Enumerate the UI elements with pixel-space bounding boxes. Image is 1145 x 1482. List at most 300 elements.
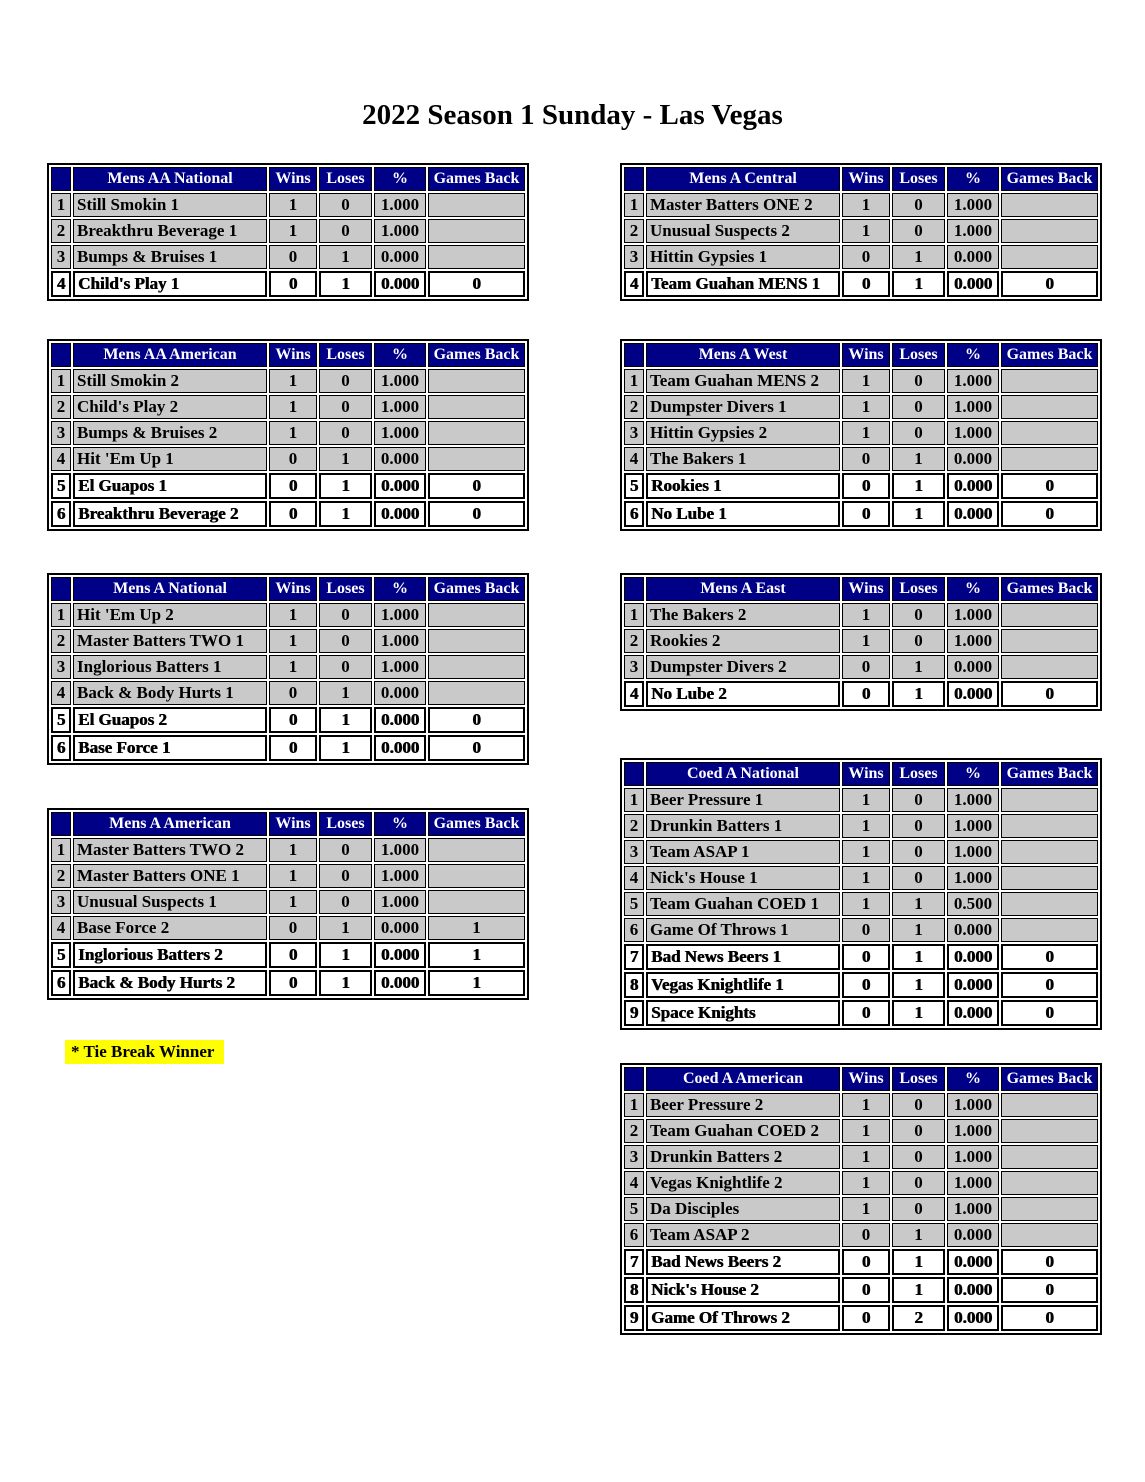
pct-cell: 0.000 <box>374 473 426 499</box>
rank-cell: 3 <box>51 245 71 269</box>
rank-cell: 2 <box>624 814 644 838</box>
games-back-cell <box>428 629 525 653</box>
pct-cell: 1.000 <box>947 866 999 890</box>
division-name-header: Coed A American <box>646 1067 840 1091</box>
rank-cell: 3 <box>624 840 644 864</box>
wins-cell: 0 <box>269 916 317 940</box>
team-row <box>51 629 525 653</box>
wins-cell: 1 <box>842 629 890 653</box>
pct-cell: 0.000 <box>947 245 999 269</box>
pct-cell: 0.000 <box>947 681 999 707</box>
loses-cell: 0 <box>892 1145 945 1169</box>
loses-cell: 1 <box>892 501 945 527</box>
games-back-cell <box>1001 245 1098 269</box>
rank-header-cell <box>51 167 71 191</box>
team-row <box>624 1171 1098 1195</box>
column-header-pct: % <box>947 343 999 367</box>
rank-cell: 1 <box>51 603 71 627</box>
loses-cell: 1 <box>892 681 945 707</box>
loses-cell: 0 <box>319 421 372 445</box>
games-back-cell <box>428 193 525 217</box>
team-name-cell: Still Smokin 2 <box>73 369 267 393</box>
games-back-cell: 0 <box>428 735 525 761</box>
table-header-row <box>624 343 1098 367</box>
table-mens-aa-national <box>47 163 529 301</box>
table-header-row <box>624 577 1098 601</box>
games-back-cell: 0 <box>1001 473 1098 499</box>
column-header-games-back: Games Back <box>428 812 525 836</box>
wins-cell: 0 <box>842 1305 890 1331</box>
page-title: 2022 Season 1 Sunday - Las Vegas <box>362 99 783 131</box>
wins-cell: 1 <box>269 655 317 679</box>
division-name-header: Mens A Central <box>646 167 840 191</box>
team-name-cell: Team ASAP 1 <box>646 840 840 864</box>
wins-cell: 1 <box>842 814 890 838</box>
column-header-pct: % <box>947 577 999 601</box>
loses-cell: 0 <box>319 603 372 627</box>
rank-header-cell <box>624 343 644 367</box>
team-name-cell: Space Knights <box>646 1000 840 1026</box>
pct-cell: 0.000 <box>947 1000 999 1026</box>
games-back-cell <box>428 421 525 445</box>
loses-cell: 0 <box>892 603 945 627</box>
team-row <box>624 1119 1098 1143</box>
wins-cell: 0 <box>269 245 317 269</box>
team-name-cell: Team Guahan MENS 1 <box>646 271 840 297</box>
team-row-emphasis <box>624 681 1098 707</box>
loses-cell: 1 <box>892 1249 945 1275</box>
loses-cell: 0 <box>892 1093 945 1117</box>
team-name-cell: Nick's House 1 <box>646 866 840 890</box>
team-name-cell: Vegas Knightlife 2 <box>646 1171 840 1195</box>
team-name-cell: Rookies 1 <box>646 473 840 499</box>
standings-table <box>47 573 529 765</box>
games-back-cell <box>1001 866 1098 890</box>
team-row <box>624 1197 1098 1221</box>
division-name-header: Mens A West <box>646 343 840 367</box>
team-name-cell: Child's Play 2 <box>73 395 267 419</box>
team-row <box>51 447 525 471</box>
table-mens-a-american <box>47 808 529 1000</box>
team-name-cell: Beer Pressure 1 <box>646 788 840 812</box>
rank-cell: 6 <box>51 501 71 527</box>
table-header-row <box>624 762 1098 786</box>
table-header-row <box>624 1067 1098 1091</box>
team-name-cell: No Lube 1 <box>646 501 840 527</box>
team-name-cell: Child's Play 1 <box>73 271 267 297</box>
pct-cell: 0.000 <box>947 1223 999 1247</box>
table-mens-a-central <box>620 163 1102 301</box>
standings-table <box>620 758 1102 1030</box>
rank-cell: 6 <box>51 970 71 996</box>
loses-cell: 1 <box>319 501 372 527</box>
wins-cell: 1 <box>842 421 890 445</box>
rank-header-cell <box>624 577 644 601</box>
rank-cell: 6 <box>624 501 644 527</box>
team-row <box>51 395 525 419</box>
wins-cell: 0 <box>842 1249 890 1275</box>
pct-cell: 1.000 <box>374 655 426 679</box>
division-name-header: Mens AA American <box>73 343 267 367</box>
standings-table <box>47 339 529 531</box>
games-back-cell <box>1001 918 1098 942</box>
team-row <box>624 447 1098 471</box>
games-back-cell <box>1001 1197 1098 1221</box>
pct-cell: 1.000 <box>947 814 999 838</box>
team-row <box>624 395 1098 419</box>
rank-cell: 5 <box>51 707 71 733</box>
rank-header-cell <box>51 812 71 836</box>
rank-cell: 4 <box>624 866 644 890</box>
games-back-cell <box>1001 892 1098 916</box>
division-name-header: Mens AA National <box>73 167 267 191</box>
loses-cell: 1 <box>892 447 945 471</box>
games-back-cell <box>428 864 525 888</box>
wins-cell: 1 <box>842 395 890 419</box>
pct-cell: 1.000 <box>947 1145 999 1169</box>
team-row <box>624 655 1098 679</box>
loses-cell: 0 <box>892 788 945 812</box>
wins-cell: 1 <box>842 1145 890 1169</box>
team-row <box>51 890 525 914</box>
column-header-wins: Wins <box>269 167 317 191</box>
pct-cell: 1.000 <box>374 629 426 653</box>
games-back-cell <box>1001 1093 1098 1117</box>
pct-cell: 1.000 <box>374 193 426 217</box>
pct-cell: 0.000 <box>374 271 426 297</box>
wins-cell: 1 <box>842 603 890 627</box>
rank-cell: 8 <box>624 972 644 998</box>
rank-cell: 2 <box>624 629 644 653</box>
team-row-emphasis <box>624 972 1098 998</box>
team-row <box>624 1093 1098 1117</box>
loses-cell: 1 <box>319 473 372 499</box>
wins-cell: 0 <box>842 681 890 707</box>
wins-cell: 1 <box>842 866 890 890</box>
standings-table <box>620 573 1102 711</box>
pct-cell: 1.000 <box>374 890 426 914</box>
team-row <box>51 916 525 940</box>
games-back-cell: 0 <box>1001 1249 1098 1275</box>
games-back-cell <box>428 395 525 419</box>
loses-cell: 0 <box>892 866 945 890</box>
team-name-cell: Back & Body Hurts 2 <box>73 970 267 996</box>
loses-cell: 0 <box>319 890 372 914</box>
loses-cell: 0 <box>892 840 945 864</box>
table-header-row <box>51 167 525 191</box>
games-back-cell: 0 <box>428 707 525 733</box>
rank-header-cell <box>624 762 644 786</box>
team-row <box>51 369 525 393</box>
wins-cell: 0 <box>269 271 317 297</box>
rank-header-cell <box>624 1067 644 1091</box>
team-name-cell: Dumpster Divers 2 <box>646 655 840 679</box>
team-name-cell: Nick's House 2 <box>646 1277 840 1303</box>
loses-cell: 1 <box>319 916 372 940</box>
rank-cell: 2 <box>51 864 71 888</box>
loses-cell: 1 <box>319 681 372 705</box>
loses-cell: 0 <box>892 629 945 653</box>
loses-cell: 1 <box>319 271 372 297</box>
column-header-games-back: Games Back <box>428 343 525 367</box>
column-header-loses: Loses <box>319 343 372 367</box>
team-name-cell: El Guapos 2 <box>73 707 267 733</box>
loses-cell: 1 <box>319 942 372 968</box>
wins-cell: 0 <box>842 972 890 998</box>
team-name-cell: Game Of Throws 1 <box>646 918 840 942</box>
team-row <box>51 245 525 269</box>
team-row <box>624 369 1098 393</box>
team-name-cell: Back & Body Hurts 1 <box>73 681 267 705</box>
loses-cell: 1 <box>319 707 372 733</box>
loses-cell: 2 <box>892 1305 945 1331</box>
wins-cell: 0 <box>842 944 890 970</box>
team-name-cell: Unusual Suspects 2 <box>646 219 840 243</box>
wins-cell: 1 <box>842 193 890 217</box>
team-row-emphasis <box>624 1277 1098 1303</box>
wins-cell: 1 <box>269 603 317 627</box>
column-header-wins: Wins <box>842 1067 890 1091</box>
rank-cell: 5 <box>624 473 644 499</box>
loses-cell: 1 <box>892 1000 945 1026</box>
standings-table <box>620 339 1102 531</box>
rank-cell: 2 <box>51 629 71 653</box>
team-row <box>51 193 525 217</box>
rank-cell: 1 <box>624 788 644 812</box>
loses-cell: 1 <box>892 918 945 942</box>
column-header-games-back: Games Back <box>1001 1067 1098 1091</box>
games-back-cell: 0 <box>428 473 525 499</box>
table-mens-aa-american <box>47 339 529 531</box>
loses-cell: 1 <box>892 271 945 297</box>
pct-cell: 1.000 <box>947 629 999 653</box>
team-row <box>624 866 1098 890</box>
loses-cell: 1 <box>319 245 372 269</box>
division-name-header: Coed A National <box>646 762 840 786</box>
rank-cell: 4 <box>624 271 644 297</box>
wins-cell: 1 <box>842 788 890 812</box>
pct-cell: 0.000 <box>947 271 999 297</box>
table-header-row <box>51 343 525 367</box>
pct-cell: 0.000 <box>374 942 426 968</box>
loses-cell: 0 <box>319 395 372 419</box>
pct-cell: 1.000 <box>374 421 426 445</box>
column-header-games-back: Games Back <box>428 577 525 601</box>
rank-cell: 4 <box>624 681 644 707</box>
wins-cell: 1 <box>269 369 317 393</box>
table-coed-a-american <box>620 1063 1102 1335</box>
games-back-cell: 0 <box>1001 1305 1098 1331</box>
games-back-cell <box>1001 395 1098 419</box>
team-name-cell: Team Guahan MENS 2 <box>646 369 840 393</box>
loses-cell: 1 <box>892 972 945 998</box>
team-name-cell: El Guapos 1 <box>73 473 267 499</box>
column-header-games-back: Games Back <box>1001 577 1098 601</box>
division-name-header: Mens A National <box>73 577 267 601</box>
loses-cell: 0 <box>319 864 372 888</box>
column-header-loses: Loses <box>319 812 372 836</box>
pct-cell: 0.000 <box>947 1249 999 1275</box>
tie-break-winner-note: * Tie Break Winner <box>65 1040 224 1064</box>
team-row-emphasis <box>624 473 1098 499</box>
games-back-cell <box>1001 447 1098 471</box>
loses-cell: 1 <box>892 245 945 269</box>
pct-cell: 0.000 <box>947 918 999 942</box>
loses-cell: 1 <box>892 1277 945 1303</box>
team-name-cell: Bumps & Bruises 2 <box>73 421 267 445</box>
table-mens-a-national <box>47 573 529 765</box>
column-header-loses: Loses <box>319 577 372 601</box>
wins-cell: 0 <box>269 501 317 527</box>
pct-cell: 1.000 <box>947 1093 999 1117</box>
wins-cell: 1 <box>269 219 317 243</box>
games-back-cell: 1 <box>428 970 525 996</box>
rank-cell: 3 <box>624 245 644 269</box>
column-header-games-back: Games Back <box>1001 167 1098 191</box>
rank-cell: 5 <box>624 892 644 916</box>
pct-cell: 0.000 <box>374 681 426 705</box>
rank-cell: 1 <box>624 603 644 627</box>
pct-cell: 0.000 <box>947 1305 999 1331</box>
wins-cell: 0 <box>269 681 317 705</box>
games-back-cell <box>1001 840 1098 864</box>
team-name-cell: Hit 'Em Up 1 <box>73 447 267 471</box>
team-row <box>51 421 525 445</box>
games-back-cell <box>1001 1171 1098 1195</box>
rank-cell: 6 <box>624 918 644 942</box>
pct-cell: 1.000 <box>374 395 426 419</box>
pct-cell: 0.000 <box>947 501 999 527</box>
rank-cell: 2 <box>624 219 644 243</box>
wins-cell: 1 <box>269 193 317 217</box>
loses-cell: 0 <box>892 1197 945 1221</box>
column-header-loses: Loses <box>319 167 372 191</box>
loses-cell: 0 <box>892 1171 945 1195</box>
division-name-header: Mens A East <box>646 577 840 601</box>
loses-cell: 1 <box>319 970 372 996</box>
column-header-wins: Wins <box>269 343 317 367</box>
wins-cell: 0 <box>842 245 890 269</box>
pct-cell: 0.000 <box>947 473 999 499</box>
loses-cell: 0 <box>319 629 372 653</box>
pct-cell: 0.000 <box>374 245 426 269</box>
rank-cell: 3 <box>624 655 644 679</box>
games-back-cell <box>1001 1119 1098 1143</box>
team-name-cell: Drunkin Batters 2 <box>646 1145 840 1169</box>
team-name-cell: Master Batters ONE 2 <box>646 193 840 217</box>
column-header-pct: % <box>374 343 426 367</box>
rank-cell: 2 <box>624 1119 644 1143</box>
wins-cell: 0 <box>269 970 317 996</box>
team-name-cell: Hit 'Em Up 2 <box>73 603 267 627</box>
team-name-cell: Bumps & Bruises 1 <box>73 245 267 269</box>
loses-cell: 1 <box>892 1223 945 1247</box>
column-header-pct: % <box>374 812 426 836</box>
loses-cell: 0 <box>892 1119 945 1143</box>
loses-cell: 1 <box>319 735 372 761</box>
wins-cell: 1 <box>269 629 317 653</box>
column-header-pct: % <box>947 1067 999 1091</box>
team-row <box>624 421 1098 445</box>
wins-cell: 0 <box>269 942 317 968</box>
pct-cell: 1.000 <box>947 603 999 627</box>
team-name-cell: The Bakers 1 <box>646 447 840 471</box>
wins-cell: 1 <box>269 864 317 888</box>
pct-cell: 1.000 <box>374 369 426 393</box>
games-back-cell <box>1001 788 1098 812</box>
column-header-games-back: Games Back <box>1001 343 1098 367</box>
pct-cell: 0.000 <box>374 447 426 471</box>
team-name-cell: Unusual Suspects 1 <box>73 890 267 914</box>
loses-cell: 0 <box>319 193 372 217</box>
column-header-wins: Wins <box>842 167 890 191</box>
pct-cell: 0.000 <box>374 916 426 940</box>
pct-cell: 0.000 <box>374 735 426 761</box>
wins-cell: 1 <box>269 890 317 914</box>
games-back-cell <box>1001 219 1098 243</box>
team-row <box>624 193 1098 217</box>
team-name-cell: Team ASAP 2 <box>646 1223 840 1247</box>
team-name-cell: Inglorious Batters 1 <box>73 655 267 679</box>
column-header-loses: Loses <box>892 343 945 367</box>
pct-cell: 1.000 <box>947 1119 999 1143</box>
rank-cell: 6 <box>51 735 71 761</box>
team-name-cell: Bad News Beers 1 <box>646 944 840 970</box>
division-name-header: Mens A American <box>73 812 267 836</box>
pct-cell: 0.500 <box>947 892 999 916</box>
games-back-cell: 0 <box>1001 681 1098 707</box>
pct-cell: 1.000 <box>947 840 999 864</box>
column-header-pct: % <box>947 762 999 786</box>
wins-cell: 1 <box>269 395 317 419</box>
pct-cell: 0.000 <box>947 944 999 970</box>
games-back-cell <box>428 219 525 243</box>
pct-cell: 0.000 <box>947 655 999 679</box>
column-header-wins: Wins <box>269 577 317 601</box>
games-back-cell <box>1001 421 1098 445</box>
pct-cell: 1.000 <box>947 219 999 243</box>
rank-cell: 4 <box>51 681 71 705</box>
pct-cell: 0.000 <box>947 972 999 998</box>
column-header-loses: Loses <box>892 1067 945 1091</box>
rank-cell: 5 <box>624 1197 644 1221</box>
pct-cell: 1.000 <box>947 788 999 812</box>
loses-cell: 1 <box>892 655 945 679</box>
team-name-cell: Breakthru Beverage 2 <box>73 501 267 527</box>
wins-cell: 0 <box>842 1000 890 1026</box>
team-name-cell: Vegas Knightlife 1 <box>646 972 840 998</box>
wins-cell: 0 <box>842 447 890 471</box>
loses-cell: 1 <box>319 447 372 471</box>
team-name-cell: Team Guahan COED 2 <box>646 1119 840 1143</box>
team-row-emphasis <box>624 501 1098 527</box>
column-header-pct: % <box>374 167 426 191</box>
team-row <box>624 840 1098 864</box>
games-back-cell <box>428 655 525 679</box>
table-header-row <box>51 812 525 836</box>
rank-cell: 5 <box>51 942 71 968</box>
rank-cell: 4 <box>51 271 71 297</box>
column-header-wins: Wins <box>842 762 890 786</box>
loses-cell: 0 <box>319 219 372 243</box>
wins-cell: 1 <box>842 1171 890 1195</box>
wins-cell: 0 <box>269 473 317 499</box>
team-row <box>624 788 1098 812</box>
team-row-emphasis <box>51 473 525 499</box>
games-back-cell <box>428 245 525 269</box>
rank-cell: 6 <box>624 1223 644 1247</box>
rank-header-cell <box>51 577 71 601</box>
